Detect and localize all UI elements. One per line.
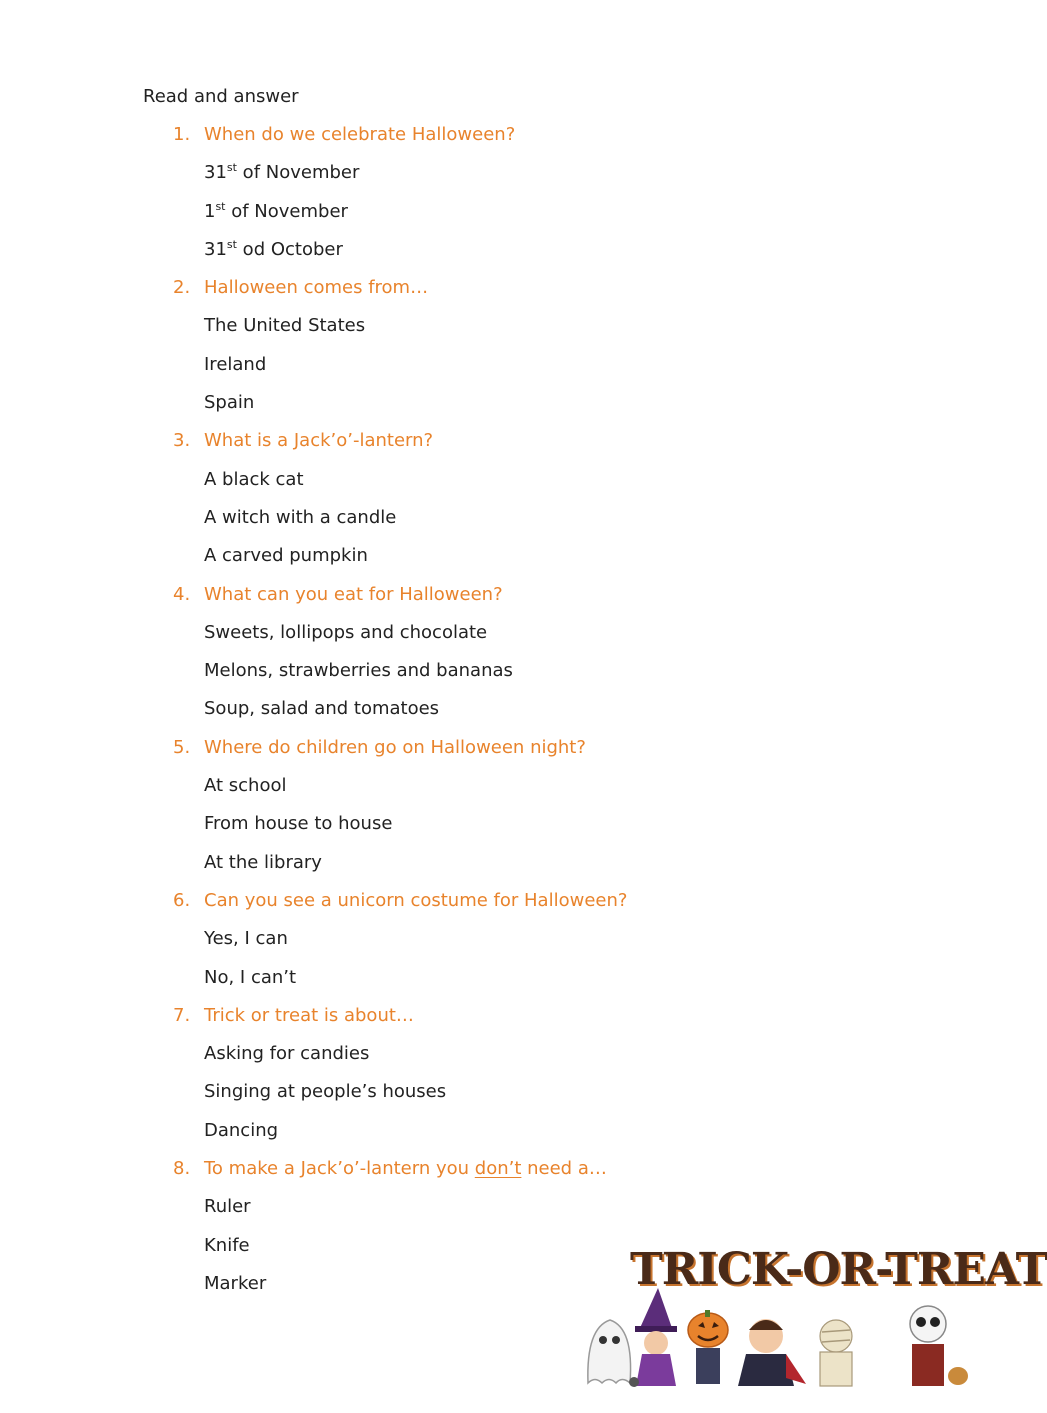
answer-option[interactable] [0, 660, 1000, 698]
question-7 [0, 1005, 1000, 1043]
costume-kids-illustration [580, 1288, 980, 1388]
answer-option[interactable] [0, 1081, 1000, 1119]
option-text: Knife [204, 1234, 250, 1256]
answer-option[interactable] [0, 622, 1000, 660]
question-6 [0, 890, 1000, 928]
option-text: Dancing [204, 1119, 279, 1141]
question-text: What is a Jack’o’-lantern? [204, 430, 434, 452]
question-text: When do we celebrate Halloween? [204, 124, 516, 145]
option-text: A carved pumpkin [204, 545, 368, 567]
question-5 [0, 737, 1000, 775]
instruction-heading: Read and answer [143, 86, 299, 107]
answer-option[interactable] [0, 852, 1000, 890]
option-text: of November [236, 162, 360, 184]
question-text: Halloween comes from… [204, 277, 429, 299]
question-number: 6. [173, 889, 191, 911]
mummy-icon [820, 1320, 852, 1386]
option-text: A witch with a candle [204, 506, 397, 528]
ordinal-suffix: st [215, 199, 226, 213]
answer-option[interactable] [0, 507, 1000, 545]
answer-option[interactable] [0, 928, 1000, 966]
option-text: The United States [204, 315, 366, 337]
question-text [204, 1158, 607, 1179]
question-number: 2. [173, 277, 191, 299]
answer-option[interactable] [0, 469, 1000, 507]
question-number: 4. [173, 583, 191, 605]
answer-option[interactable] [0, 545, 1000, 583]
answer-option[interactable] [0, 1120, 1000, 1158]
question-text: Trick or treat is about… [204, 1004, 414, 1026]
witch-icon [629, 1288, 677, 1387]
answer-option[interactable] [0, 239, 1000, 277]
question-8 [0, 1158, 1000, 1196]
option-number: 1 [204, 200, 216, 222]
option-text: of November [225, 200, 348, 222]
answer-option[interactable] [0, 162, 1000, 200]
question-number: 7. [173, 1004, 191, 1026]
answer-option[interactable] [0, 201, 1000, 239]
option-text: Singing at people’s houses [204, 1081, 447, 1103]
option-text: At school [204, 775, 287, 797]
option-text: Sweets, lollipops and chocolate [204, 621, 488, 643]
option-text: No, I can’t [204, 966, 297, 988]
pumpkin-icon [688, 1310, 728, 1384]
option-text: A black cat [204, 468, 304, 490]
option-text: Asking for candies [204, 1043, 370, 1065]
answer-option[interactable] [0, 813, 1000, 851]
option-text: From house to house [204, 813, 393, 835]
question-3 [0, 430, 1000, 468]
question-text: Where do children go on Halloween night? [204, 736, 586, 758]
question-4 [0, 584, 1000, 622]
option-text: Marker [204, 1272, 267, 1294]
option-text: Yes, I can [204, 928, 288, 950]
answer-option[interactable] [0, 1043, 1000, 1081]
ghost-icon [588, 1320, 631, 1383]
answer-option[interactable] [0, 315, 1000, 353]
ordinal-suffix: st [226, 237, 237, 251]
answer-option[interactable] [0, 354, 1000, 392]
option-text: Spain [204, 392, 255, 414]
question-text-end: need a… [521, 1158, 607, 1180]
question-2 [0, 277, 1000, 315]
answer-option[interactable] [0, 967, 1000, 1005]
option-text: At the library [204, 851, 322, 873]
trick-or-treat-banner [580, 1240, 1047, 1390]
option-number: 31 [204, 238, 227, 260]
question-number: 8. [173, 1158, 191, 1180]
skeleton-icon [910, 1306, 968, 1386]
question-number: 3. [173, 430, 191, 452]
question-1 [0, 124, 1000, 162]
question-text-start: To make a Jack’o’-lantern you [204, 1158, 475, 1180]
answer-option[interactable] [0, 775, 1000, 813]
underlined-word: don’t [474, 1158, 522, 1180]
question-number: 5. [173, 736, 191, 758]
question-list [0, 124, 1047, 1311]
answer-option[interactable] [0, 392, 1000, 430]
answer-option[interactable] [0, 1196, 1000, 1234]
vampire-icon [738, 1319, 806, 1386]
answer-option[interactable] [0, 698, 1000, 736]
option-text: Melons, strawberries and bananas [204, 660, 513, 682]
option-text: Ruler [204, 1196, 251, 1218]
question-text: Can you see a unicorn costume for Halloween? [204, 889, 628, 911]
option-number: 31 [204, 162, 227, 184]
option-text: od October [236, 238, 343, 260]
question-number: 1. [173, 124, 191, 145]
banner-title: TRICK-OR-TREAT [630, 1244, 1047, 1295]
ordinal-suffix: st [226, 161, 237, 175]
question-text: What can you eat for Halloween? [204, 583, 503, 605]
option-text: Ireland [204, 353, 267, 375]
option-text: Soup, salad and tomatoes [204, 698, 440, 720]
